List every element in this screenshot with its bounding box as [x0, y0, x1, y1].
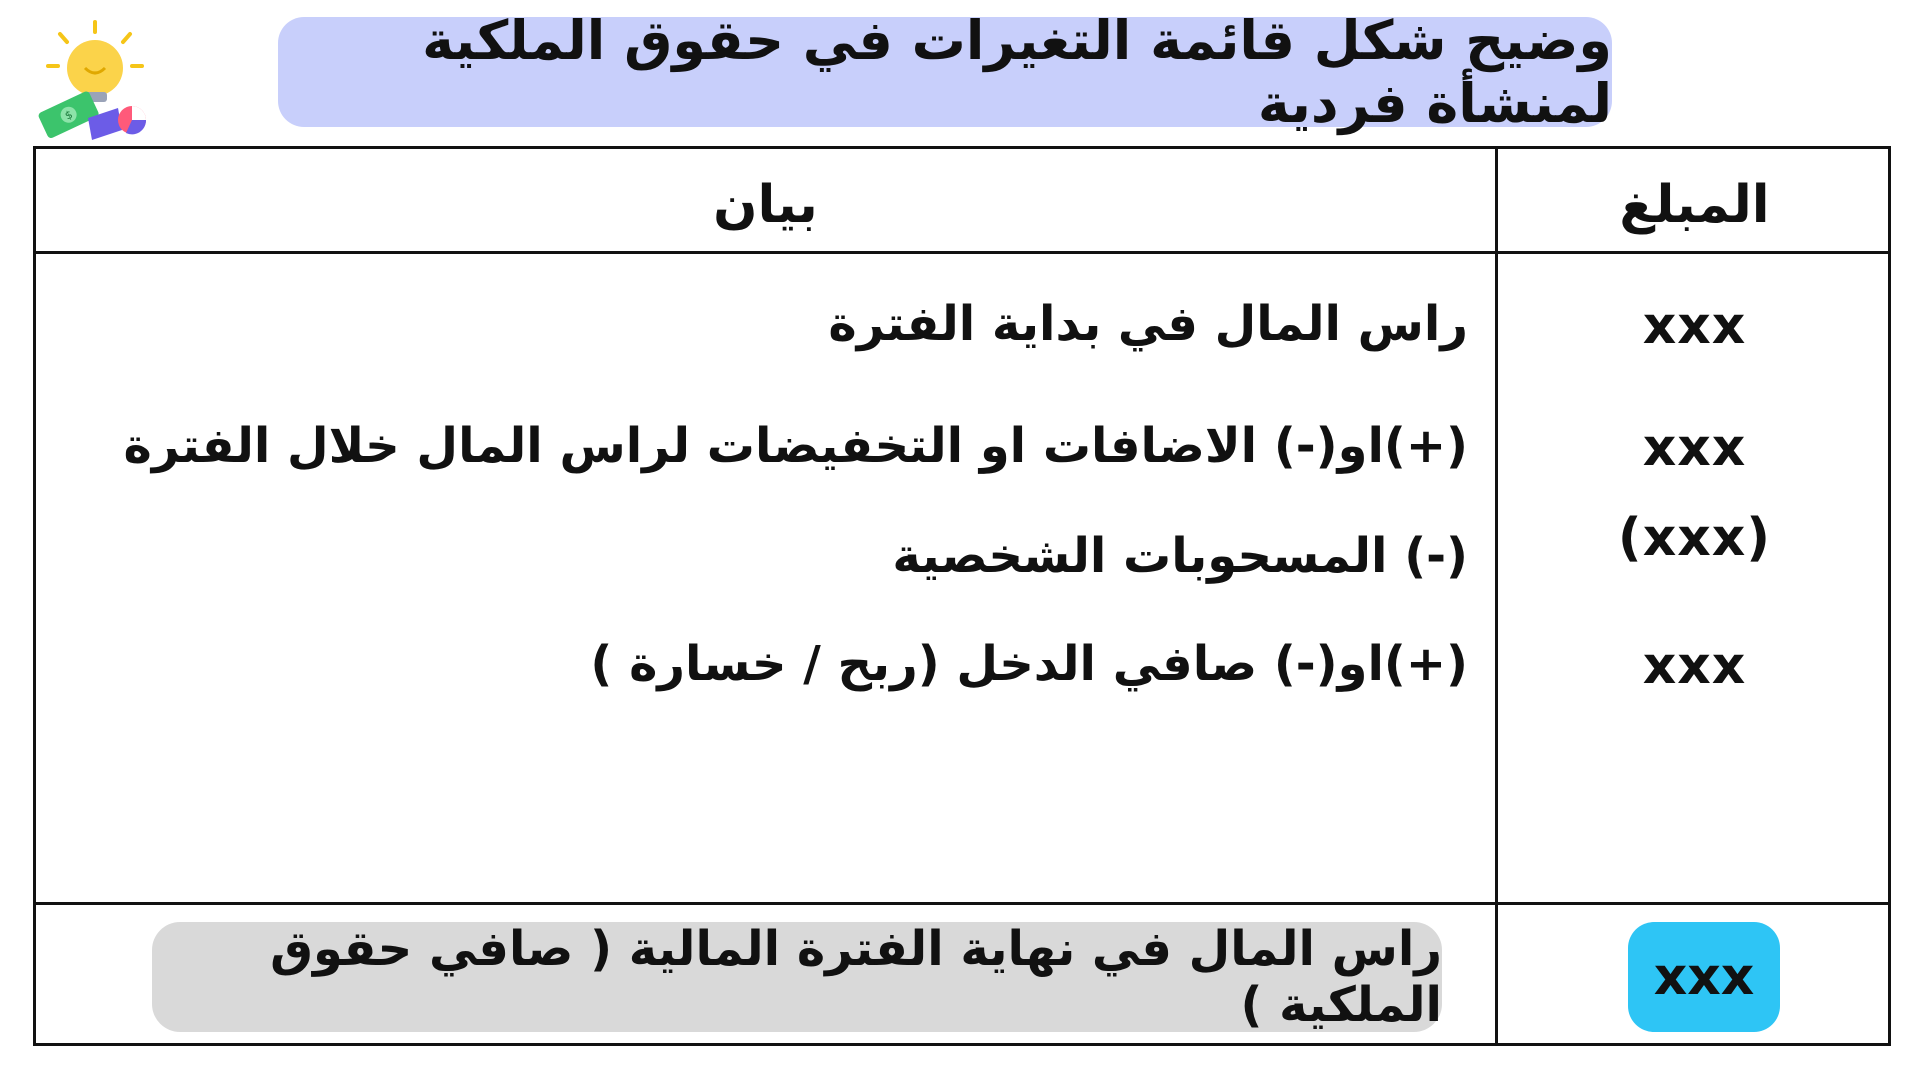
page-title: وضيح شكل قائمة التغيرات في حقوق الملكية لمنشأة فردية — [422, 9, 1612, 135]
row-description: (+)او(-) الاضافات او التخفيضات لراس المال خلال الفترة — [123, 418, 1468, 474]
footer-description: راس المال في نهاية الفترة المالية ( صافي حقوق الملكية ) — [152, 922, 1442, 1032]
title-banner — [278, 9, 1612, 135]
row-amount: xxx — [1642, 296, 1747, 356]
footer-amount: xxx — [1628, 922, 1780, 1032]
row-description: (+)او(-) صافي الدخل (ربح / خسارة ) — [590, 636, 1468, 692]
row-description: (-) المسحوبات الشخصية — [892, 528, 1468, 584]
row-amount: xxx — [1642, 636, 1747, 696]
table-frame — [33, 146, 1891, 1046]
header-amount: المبلغ — [1619, 175, 1770, 235]
lightbulb-money-chart-icon — [30, 18, 160, 148]
column-divider — [1495, 146, 1498, 1046]
header-divider — [33, 251, 1891, 254]
footer-divider — [33, 902, 1891, 905]
header-description: بيان — [713, 175, 818, 235]
svg-text:$: $ — [62, 107, 75, 123]
row-amount: xxx — [1642, 418, 1747, 478]
row-description: راس المال في بداية الفترة — [828, 296, 1468, 352]
row-amount: (xxx) — [1617, 508, 1772, 568]
